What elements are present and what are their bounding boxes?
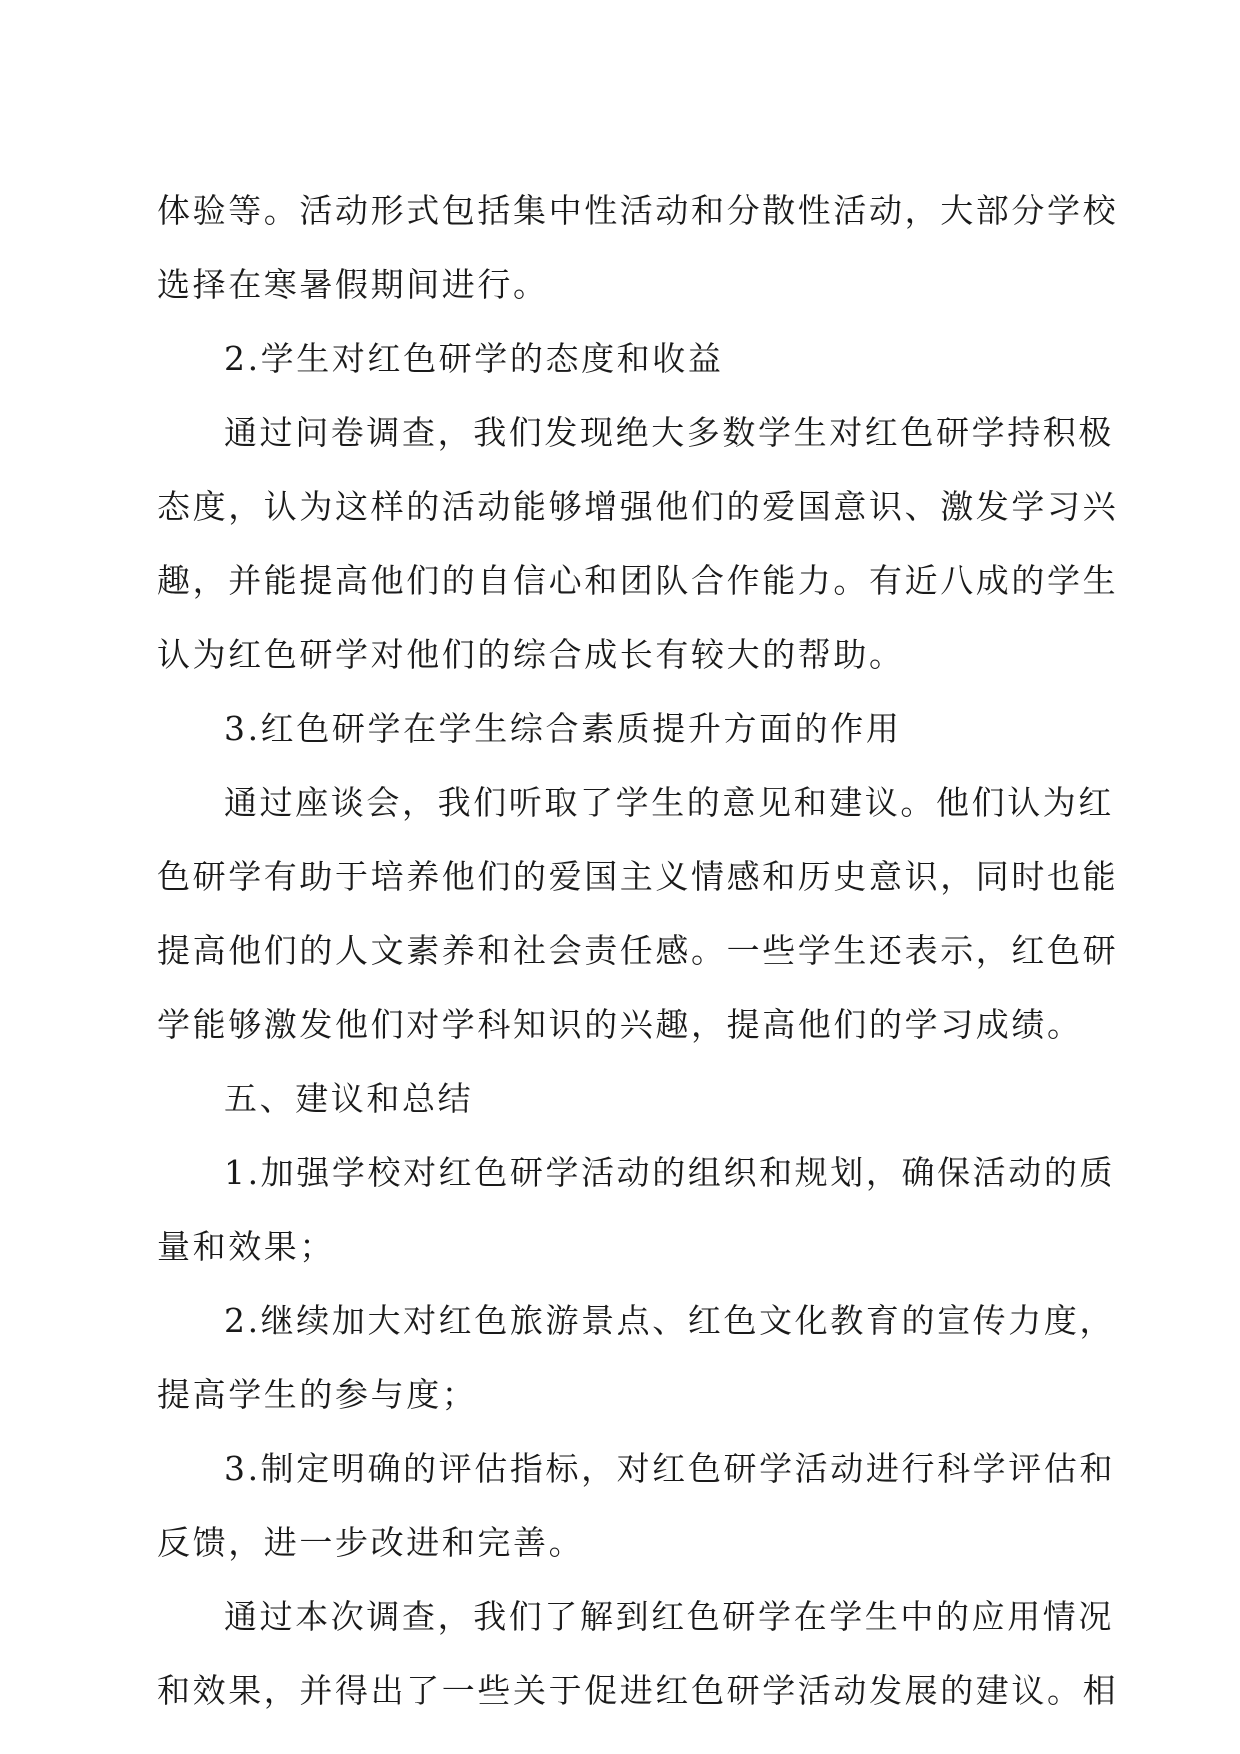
section-heading: 五、建议和总结 — [224, 1079, 474, 1118]
text-line: 和效果，并得出了一些关于促进红色研学活动发展的建议。相 — [157, 1671, 1119, 1710]
list-item: 3.制定明确的评估指标，对红色研学活动进行科学评估和 — [224, 1449, 1116, 1488]
document-page — [157, 174, 1119, 1728]
text-line: 选择在寒暑假期间进行。 — [157, 265, 549, 304]
text-line: 通过座谈会，我们听取了学生的意见和建议。他们认为红 — [224, 783, 1114, 822]
text-line: 提高他们的人文素养和社会责任感。一些学生还表示，红色研 — [157, 931, 1119, 970]
section-heading: 2.学生对红色研学的态度和收益 — [224, 339, 724, 378]
text-line: 认为红色研学对他们的综合成长有较大的帮助。 — [157, 635, 905, 674]
list-item: 2.继续加大对红色旅游景点、红色文化教育的宣传力度， — [224, 1301, 1116, 1340]
text-line: 态度，认为这样的活动能够增强他们的爱国意识、激发学习兴 — [157, 487, 1119, 526]
text-line: 色研学有助于培养他们的爱国主义情感和历史意识，同时也能 — [157, 857, 1119, 896]
text-line: 通过本次调查，我们了解到红色研学在学生中的应用情况 — [224, 1597, 1114, 1636]
text-line: 学能够激发他们对学科知识的兴趣，提高他们的学习成绩。 — [157, 1005, 1083, 1044]
text-line: 趣，并能提高他们的自信心和团队合作能力。有近八成的学生 — [157, 561, 1119, 600]
list-item-continuation: 量和效果； — [157, 1227, 335, 1266]
list-item: 1.加强学校对红色研学活动的组织和规划，确保活动的质 — [224, 1153, 1116, 1192]
list-item-continuation: 反馈，进一步改进和完善。 — [157, 1523, 585, 1562]
text-line: 通过问卷调查，我们发现绝大多数学生对红色研学持积极 — [224, 413, 1114, 452]
text-line: 体验等。活动形式包括集中性活动和分散性活动，大部分学校 — [157, 191, 1119, 230]
section-heading: 3.红色研学在学生综合素质提升方面的作用 — [224, 709, 902, 748]
list-item-continuation: 提高学生的参与度； — [157, 1375, 478, 1414]
